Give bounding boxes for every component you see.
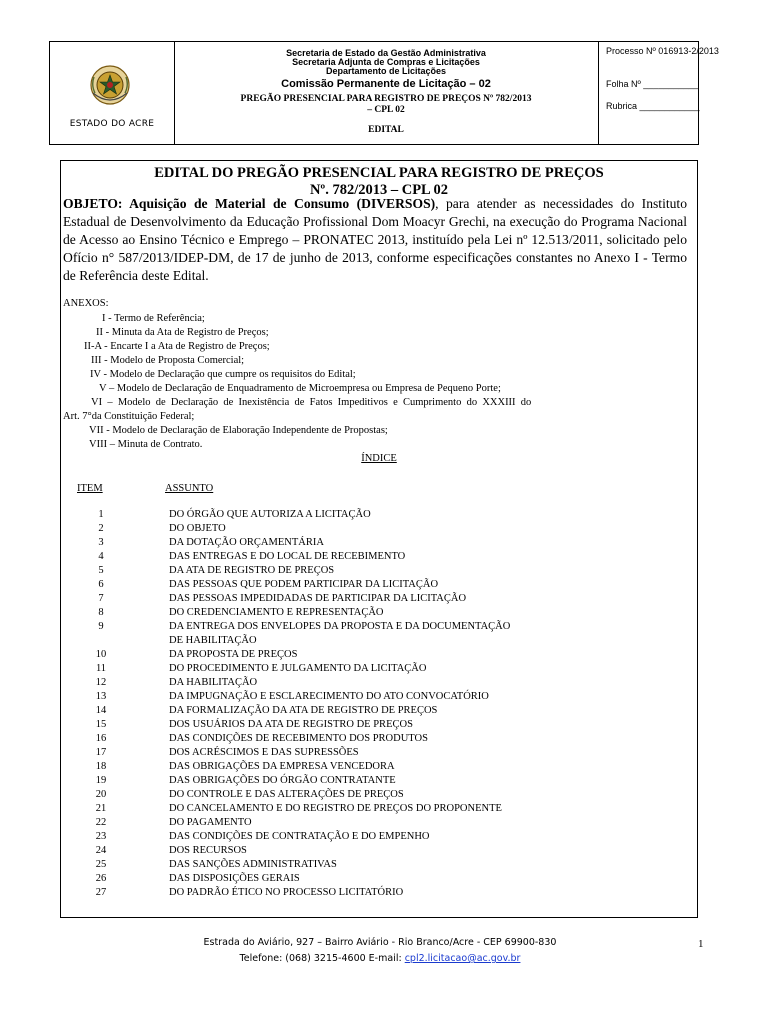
index-item-number: 11	[95, 663, 107, 674]
header-center-cell	[174, 42, 599, 144]
document-title-line2: Nº. 782/2013 – CPL 02	[309, 182, 449, 198]
coat-of-arms-icon	[88, 63, 132, 107]
index-item-subject: DOS ACRÉSCIMOS E DAS SUPRESSÕES	[169, 747, 359, 758]
index-item-subject: DO CONTROLE E DAS ALTERAÇÕES DE PREÇOS	[169, 789, 404, 800]
index-item-subject: DO ÓRGÃO QUE AUTORIZA A LICITAÇÃO	[169, 509, 371, 520]
index-item-subject: DO PAGAMENTO	[169, 817, 252, 828]
anexo-item: I - Termo de Referência;	[102, 313, 205, 324]
anexo-item: V – Modelo de Declaração de Enquadramento de Microempresa ou Empresa de Pequeno Porte;	[99, 383, 501, 394]
objeto-label: OBJETO: Aquisição de Material de Consumo (DIVERSOS)	[63, 196, 436, 211]
document-title	[61, 165, 697, 199]
index-item-number: 23	[95, 831, 107, 842]
header-pregao-line2: – CPL 02	[367, 105, 405, 115]
index-item-subject: DA IMPUGNAÇÃO E ESCLARECIMENTO DO ATO CONVOCATÓRIO	[169, 691, 489, 702]
anexo-item: IV - Modelo de Declaração que cumpre os requisitos do Edital;	[90, 369, 356, 380]
footer-phone: Telefone: (068) 3215-4600 E-mail:	[239, 953, 405, 964]
folha-field: Folha Nº ___________	[606, 79, 699, 89]
index-item-subject: DA ATA DE REGISTRO DE PREÇOS	[169, 565, 335, 576]
index-item-subject: DOS RECURSOS	[169, 845, 247, 856]
index-item-number: 7	[98, 593, 104, 604]
header-line-secretaria: Secretaria de Estado da Gestão Administrativa	[286, 48, 486, 58]
index-item-number: 6	[98, 579, 104, 590]
header-edital: EDITAL	[368, 125, 404, 135]
rubrica-field: Rubrica ____________	[606, 101, 700, 111]
index-item-subject: DO OBJETO	[169, 523, 226, 534]
index-item-number: 18	[95, 761, 107, 772]
footer-address: Estrada do Aviário, 927 – Bairro Aviário - Rio Branco/Acre - CEP 69900-830	[203, 937, 557, 948]
footer-contact	[110, 953, 650, 964]
index-item-subject: DAS SANÇÕES ADMINISTRATIVAS	[169, 859, 337, 870]
index-item-number: 4	[98, 551, 104, 562]
state-name: ESTADO DO ACRE	[69, 119, 155, 129]
anexo-item: II-A - Encarte I a Ata de Registro de Preços;	[84, 341, 270, 352]
anexo-item: VII - Modelo de Declaração de Elaboração Independente de Propostas;	[89, 425, 388, 436]
index-item-number: 5	[98, 565, 104, 576]
objeto-text: , para atender as necessidades do Instituto Estadual de Desenvolvimento da Educação Profissional Dom Moacyr Grechi, na execução do Programa Nacional de Acesso ao Ensino Técnico e Emprego – PRONATEC 2013, instituído pela Lei nº 12.513/2011, solicitado pelo Ofício n° 587/2013/IDEP-DM, de 17 de junho de 2013, conforme especificações constantes no Anexo I - Termo de Referência deste Edital.	[63, 196, 687, 283]
index-item-subject: DO PROCEDIMENTO E JULGAMENTO DA LICITAÇÃO	[169, 663, 427, 674]
anexo-item: VIII – Minuta de Contrato.	[89, 439, 203, 450]
index-item-number: 26	[95, 873, 107, 884]
index-item-number: 15	[95, 719, 107, 730]
anexo-item-continuation: Art. 7°da Constituição Federal;	[63, 411, 195, 422]
index-item-number: 1	[98, 509, 104, 520]
index-item-subject: DAS PESSOAS QUE PODEM PARTICIPAR DA LICITAÇÃO	[169, 579, 439, 590]
header-process-cell	[598, 42, 719, 144]
header-table	[49, 41, 719, 145]
anexo-item: VI – Modelo de Declaração de Inexistência de Fatos Impeditivos e Cumprimento do XXXIII do	[91, 397, 532, 408]
index-item-subject: DAS ENTREGAS E DO LOCAL DE RECEBIMENTO	[169, 551, 406, 562]
main-content-box	[60, 160, 698, 918]
page-number: 1	[698, 938, 704, 950]
header-pregao-line1: PREGÃO PRESENCIAL PARA REGISTRO DE PREÇOS Nº 782/2013	[240, 94, 532, 104]
index-item-number: 21	[95, 803, 107, 814]
index-item-subject: DA DOTAÇÃO ORÇAMENTÁRIA	[169, 537, 324, 548]
anexos-label: ANEXOS:	[63, 298, 109, 309]
index-item-number: 9	[98, 621, 104, 632]
index-item-number: 25	[95, 859, 107, 870]
index-item-number: 13	[95, 691, 107, 702]
indice-title: ÍNDICE	[361, 453, 397, 464]
index-item-number: 12	[95, 677, 107, 688]
process-number: Processo Nº 016913-2/2013	[606, 46, 719, 56]
index-item-subject: DO CANCELAMENTO E DO REGISTRO DE PREÇOS DO PROPONENTE	[169, 803, 502, 814]
index-item-number: 22	[95, 817, 107, 828]
index-item-number: 10	[95, 649, 107, 660]
index-item-subject: DOS USUÁRIOS DA ATA DE REGISTRO DE PREÇOS	[169, 719, 413, 730]
objeto-paragraph	[63, 195, 687, 285]
anexo-item: II - Minuta da Ata de Registro de Preços;	[96, 327, 269, 338]
index-item-number: 3	[98, 537, 104, 548]
header-line-secretaria-adjunta: Secretaria Adjunta de Compras e Licitações	[292, 57, 480, 67]
index-item-number: 27	[95, 887, 107, 898]
header-commission: Comissão Permanente de Licitação – 02	[281, 78, 491, 90]
footer-email-link[interactable]: cpl2.licitacao@ac.gov.br	[404, 953, 521, 964]
index-item-subject: DAS PESSOAS IMPEDIDADAS DE PARTICIPAR DA LICITAÇÃO	[169, 593, 467, 604]
index-item-number: 8	[98, 607, 104, 618]
index-item-number: 2	[98, 523, 104, 534]
index-item-subject: DO CREDENCIAMENTO E REPRESENTAÇÃO	[169, 607, 384, 618]
index-item-number: 17	[95, 747, 107, 758]
index-item-subject: DE HABILITAÇÃO	[169, 635, 257, 646]
index-item-subject: DO PADRÃO ÉTICO NO PROCESSO LICITATÓRIO	[169, 887, 404, 898]
index-item-subject: DA PROPOSTA DE PREÇOS	[169, 649, 298, 660]
index-col-item: ITEM	[77, 483, 103, 494]
header-logo-cell	[50, 42, 175, 144]
index-item-subject: DAS DISPOSIÇÕES GERAIS	[169, 873, 300, 884]
document-title-line1: EDITAL DO PREGÃO PRESENCIAL PARA REGISTRO DE PREÇOS	[154, 165, 604, 181]
header-line-departamento: Departamento de Licitações	[325, 66, 447, 76]
anexo-item: III - Modelo de Proposta Comercial;	[91, 355, 245, 366]
index-item-subject: DAS OBRIGAÇÕES DA EMPRESA VENCEDORA	[169, 761, 395, 772]
index-item-subject: DAS OBRIGAÇÕES DO ÓRGÃO CONTRATANTE	[169, 775, 396, 786]
index-item-number: 14	[95, 705, 107, 716]
index-item-number: 16	[95, 733, 107, 744]
index-item-number: 20	[95, 789, 107, 800]
index-item-subject: DA FORMALIZAÇÃO DA ATA DE REGISTRO DE PREÇOS	[169, 705, 438, 716]
index-item-number: 19	[95, 775, 107, 786]
index-item-number: 24	[95, 845, 107, 856]
index-item-subject: DA ENTREGA DOS ENVELOPES DA PROPOSTA E DA DOCUMENTAÇÃO	[169, 621, 511, 632]
index-item-subject: DAS CONDIÇÕES DE CONTRATAÇÃO E DO EMPENHO	[169, 831, 430, 842]
index-item-subject: DA HABILITAÇÃO	[169, 677, 258, 688]
index-item-subject: DAS CONDIÇÕES DE RECEBIMENTO DOS PRODUTOS	[169, 733, 428, 744]
index-col-assunto: ASSUNTO	[165, 483, 214, 494]
